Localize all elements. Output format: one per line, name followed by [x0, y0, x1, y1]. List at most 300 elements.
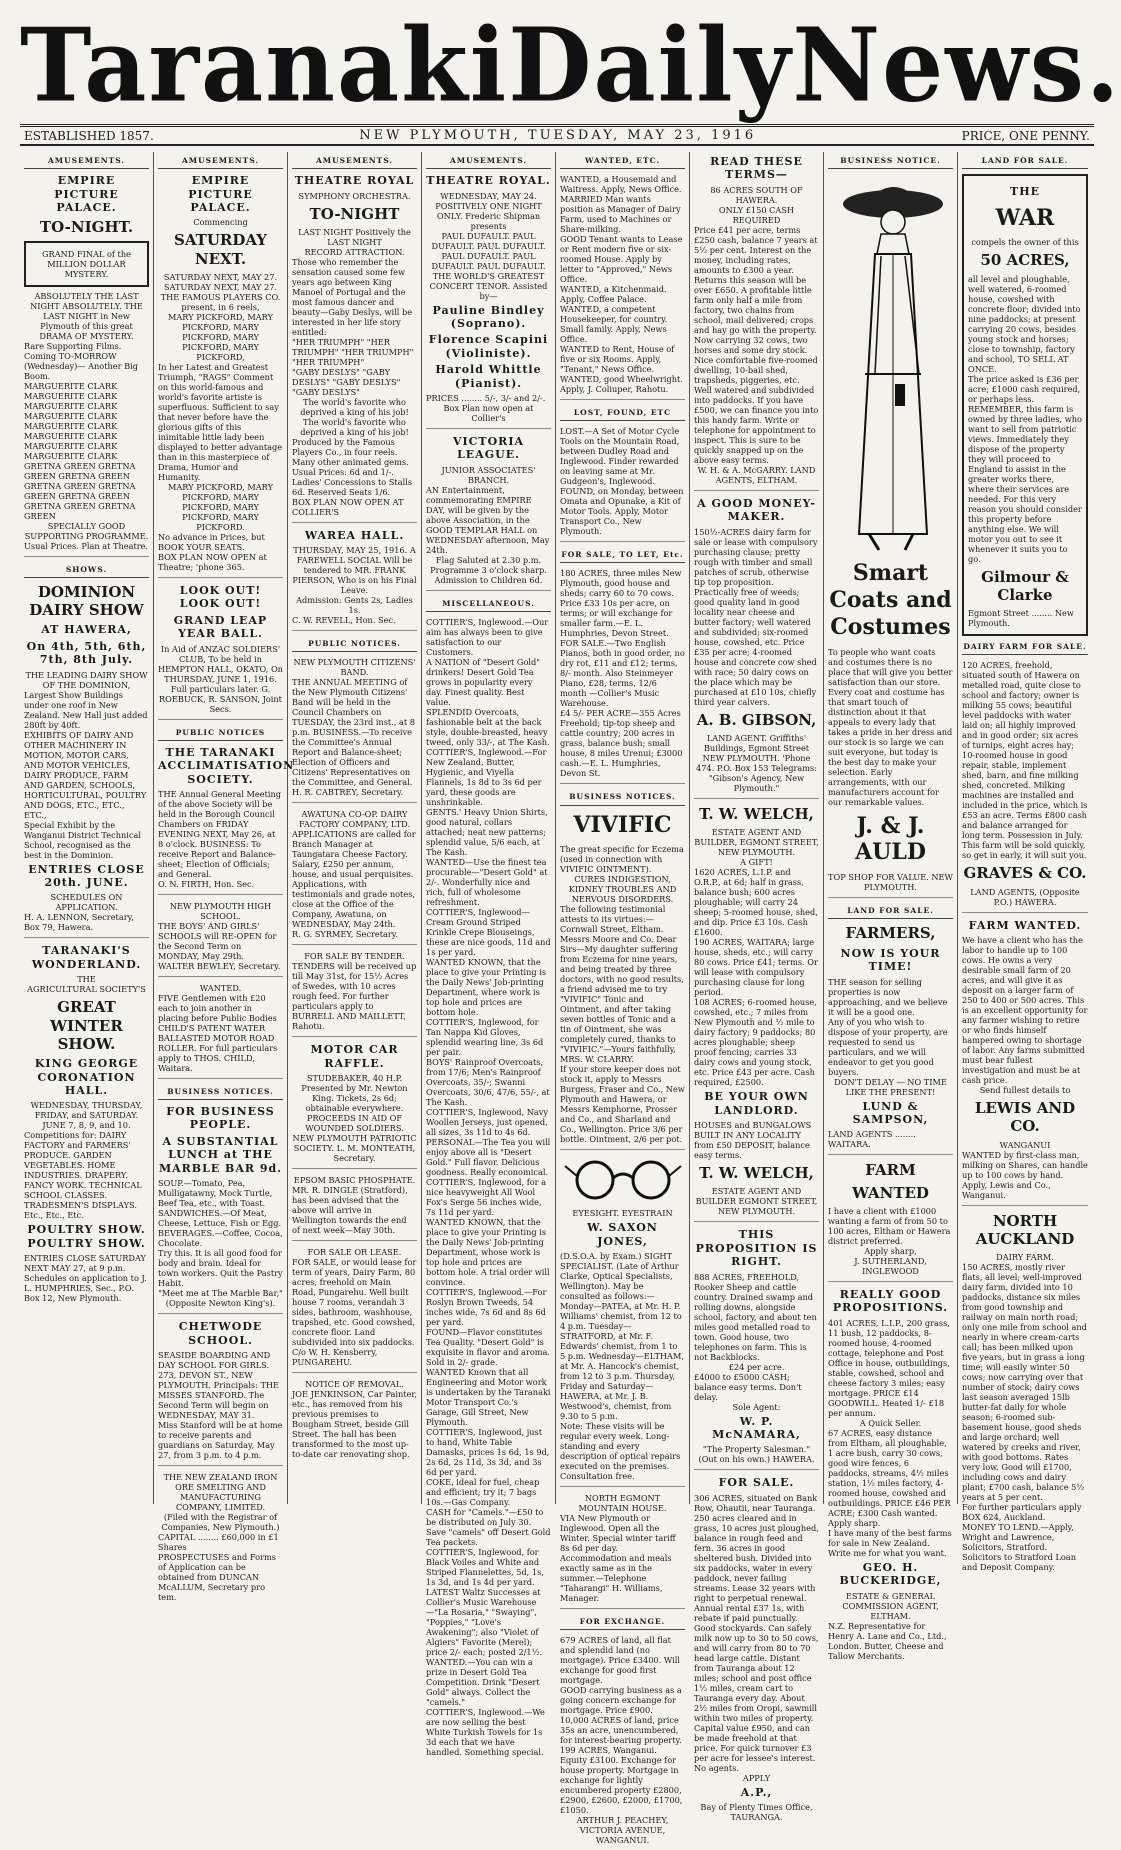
text: THE LEADING DAIRY SHOW OF THE DOMINION,	[25, 669, 151, 690]
ad-title: W. SAXON JONES,	[587, 1221, 658, 1248]
ad-title: KING GEORGE CORONATION HALL.	[34, 1057, 139, 1097]
text: DON'T DELAY — NO TIME LIKE THE PRESENT!	[834, 1076, 950, 1097]
notice-item: FOUND—Flavor constitutes Tea Quality. "Desert Gold" is exquisite in flavor and aroma. Sold in 2/- grade.	[426, 1326, 553, 1367]
text: BOX PLAN NOW OPEN at Theatre; 'phone 365.	[158, 551, 270, 572]
gaby-deslys-ad	[292, 174, 417, 523]
tauranga-ad	[694, 1476, 822, 1827]
ad-heading: Gilmour & Clarke	[981, 567, 1069, 604]
ad-title: THIS PROPOSITION IS RIGHT.	[695, 1228, 818, 1269]
text: Commencing	[193, 217, 248, 228]
text: WANGANUI	[999, 1139, 1051, 1150]
text: EYESIGHT. EYESTRAIN	[572, 1208, 673, 1219]
text: THE ANNUAL MEETING of the New Plymouth Citizens' Band will be held in the Council Chambers on TUESDAY, the 23rd inst., at 8 p.m. BUSINESS.—To receive the Committee's Annual Report and Balance-sheet; Election of Officers and Citizens' Representatives on the Committee, and General.	[292, 677, 418, 788]
dufault-ad	[426, 174, 551, 429]
notice-item: 679 ACRES of land, all flat and splendid land (no mortgage). Price £3400. Will exchange for good first mortgage.	[560, 1635, 683, 1686]
text: Admission to Children 6d.	[434, 574, 543, 585]
ad-heading: GRAVES & CO.	[963, 864, 1087, 883]
text: Miss Stanford will be at home to receive parents and guardians on Saturday, May 27, from 3 p.m. to 4 p.m.	[158, 1419, 286, 1460]
text: MARGUERITE CLARK MARGUERITE CLARK MARGUERITE CLARK MARGUERITE CLARK MARGUERITE CLARK MARGUERITE CLARK MARGUERITE CLARK MARGUERITE CLARK	[24, 380, 120, 461]
ad-heading: J. & J. AULD	[855, 812, 926, 866]
text: THE Annual General Meeting of the above Society will be held in the Borough Council Chambers on FRIDAY EVENING NEXT, May 26, at 8 o'clock. BUSINESS: To receive Report and Balance-sheet; Election of Officials; and General.	[158, 788, 284, 879]
mcgarry-ad	[694, 155, 819, 491]
text: RECORD ATTRACTION.	[304, 246, 405, 257]
text: APPLY	[742, 1772, 771, 1783]
text: ARTHUR J. PEACHEY, VICTORIA AVENUE, WANGANUI.	[576, 1815, 671, 1846]
text: For further particulars apply BOX 624, Auckland.	[962, 1502, 1085, 1523]
text: ESTATE & GENERAL COMMISSION AGENT, ELTHAM.	[842, 1590, 942, 1621]
masthead	[20, 5, 1121, 125]
column-2	[154, 152, 295, 1602]
notice-item: COTTIER'S, Inglewood.—For Roslyn Brown Tweeds, 54 inches wide, 7s 6d and 8s 6d per yard.	[426, 1286, 549, 1327]
established-label: ESTABLISHED 1857.	[24, 128, 154, 143]
text: 888 ACRES, FREEHOLD, Rooker Sheep and cattle country. Drained swamp and rolling downs, alongside school, factory, and about ten miles good metalled road to town. Good house, two telephones on farm. This is not Backblocks.	[694, 1271, 820, 1362]
text: THE BOYS' AND GIRLS' SCHOOLS will RE-OPEN for the Second Term on MONDAY, May 29th.	[158, 920, 280, 961]
text: MARY PICKFORD, MARY PICKFORD, MARY PICKFORD, MARY PICKFORD, MARY PICKFORD,	[168, 311, 276, 362]
text: 401 ACRES, L.I.P., 200 grass, 11 bush, 12 paddocks, 8-roomed house, 4-roomed cottage, telephone and Post Office in house, outbuildings, stable, cowshed, school and cheese factory 3 miles; easy mortgage. PRICE £14 GOODWILL. Heated 1/- £18 per annum.	[828, 1317, 953, 1418]
ad-title: TARANAKI'S WONDERLAND.	[31, 944, 142, 971]
buckeridge-ad	[828, 1288, 953, 1666]
text: The great specific for Eczema (used in connection with VIVIFIC OINTMENT).	[560, 844, 687, 875]
column-5	[556, 152, 690, 1846]
text: STUDEBAKER, 40 H.P. Presented by Mr. Newton King. Tickets, 2s 6d; obtainable everywhere.	[301, 1073, 411, 1114]
ad-heading: T. W. WELCH,	[699, 804, 814, 823]
text: MARY PICKFORD, MARY PICKFORD, MARY PICKFORD, MARY PICKFORD, MARY PICKFORD.	[168, 481, 276, 532]
column-1	[20, 152, 154, 1504]
text: DAIRY FARM.	[996, 1252, 1054, 1263]
auld-ad	[828, 174, 956, 898]
text: ABSOLUTELY THE LAST NIGHT ABSOLUTELY. THE LAST NIGHT in New Plymouth of this great DRAMA OF MYSTERY.	[30, 290, 146, 341]
fashion-lady-illustration-icon	[835, 174, 947, 554]
ad-title: LUND & SAMPSON,	[852, 1099, 929, 1126]
price-label: PRICE, ONE PENNY.	[961, 128, 1090, 143]
band-notice	[292, 657, 417, 803]
ad-heading: LEWIS AND CO.	[974, 1099, 1076, 1136]
ad-title: A SUBSTANTIAL LUNCH at THE MARBLE BAR 9d.	[158, 1134, 283, 1175]
notice-item: WANTED KNOWN, that the place to give your Printing is the Daily News' Job-printing Department, where work is top hole and prices are bottom hole.	[426, 956, 549, 1017]
text: LAST NIGHT Positively the LAST NIGHT	[298, 226, 414, 247]
column-6	[690, 152, 824, 1823]
text: TOP SHOP FOR VALUE. NEW PLYMOUTH.	[828, 872, 956, 893]
victoria-league-ad	[426, 435, 551, 591]
notice-item: COTTIER'S, Inglewood, for Tan Nappa Kid Gloves, splendid wearing line, 3s 6d per pair.	[426, 1016, 546, 1057]
text: Rare Supporting Films. Coming TO-MORROW (Wednesday)— Another Big Boom.	[24, 340, 141, 381]
section-heading: FOR EXCHANGE.	[560, 1615, 685, 1630]
text: 108 ACRES; 6-roomed house, cowshed, etc.; 7 miles from New Plymouth and ½ mile to dairy factory; 9 paddocks; 80 acres ploughable; sheep proof fencing; carries 33 dairy cows and young stock, etc. Price £43 per acre. Cash required, £2500.	[694, 997, 820, 1088]
text: Try this. It is all good food for body and brain. Ideal for town workers. Quit the Pastry Habit.	[158, 1248, 286, 1289]
ad-title: REALLY GOOD PROPOSITIONS.	[832, 1287, 949, 1315]
ad-heading: T. W. WELCH,	[699, 1164, 814, 1183]
text: WALTER BEWLEY, Secretary.	[158, 960, 281, 971]
text: JOE JENKINSON, Car Painter, etc., has removed from his previous premises to Bougham Street, beside Gill Street. The hall has been transformed to the most up-to-date car renovating shop.	[292, 1389, 420, 1460]
winter-show-ad	[24, 944, 149, 1308]
ad-title: GEO. H. BUCKERIDGE,	[839, 1560, 942, 1588]
text: A GIFT!	[740, 857, 773, 868]
ad-title: FOR BUSINESS PEOPLE.	[166, 1105, 275, 1132]
section-heading: DAIRY FARM FOR SALE.	[962, 640, 1088, 655]
text: THE WORLD'S GREATEST CONCERT TENOR. Assisted by—	[429, 270, 550, 301]
text: £4000 to £5000 CASH; balance easy terms. Don't delay.	[694, 1371, 805, 1402]
text: all level and ploughable, well watered, 6-roomed house, cowshed with concrete floor; divided into nine paddocks; at present carrying 20 cows, besides young stock and horses; close to township, factory and school, TO SELL AT ONCE.	[968, 273, 1084, 374]
text: BOX PLAN NOW OPEN AT COLLIER'S	[292, 496, 407, 517]
text: SYMPHONY ORCHESTRA.	[298, 190, 411, 201]
text: In her Latest and Greatest Triumph, "RAGS" Comment on this world-famous and world's favorite artiste is superfluous. Sufficient to say that never before have the glorious gifts of this inimitable little lady been displayed to better advantage than in this masterpiece of Drama, Humor and Humanity.	[158, 361, 285, 482]
leap-year-ad	[158, 583, 286, 720]
notice-item: SPLENDID Overcoats, fashionable belt at the back style, double-breasted, heavy tweed, only 33/-, at The Kash.	[426, 706, 551, 747]
column-8	[958, 152, 1092, 1573]
lewis-ad	[962, 918, 1091, 1206]
north-auckland-ad	[962, 1212, 1088, 1578]
text: PROCEEDS IN AID OF WOUNDED SOLDIERS.	[305, 1113, 405, 1134]
text: Box Plan now open at Collier's	[443, 402, 537, 423]
text: Full particulars later. G. ROEBUCK, R. SANSON, Joint Secs.	[159, 683, 285, 714]
epsom-notice	[292, 1175, 417, 1241]
text: SATURDAY NEXT, MAY 27. SATURDAY NEXT, MAY 27.	[163, 271, 280, 292]
misc-notices	[426, 616, 554, 1762]
ad-title: EMPIRE PICTURE PALACE.	[54, 174, 119, 214]
text: MR. R. DINGLE (Stratford), has been advised that the above will arrive in Wellington towards the end of next week—May 30th.	[292, 1185, 411, 1236]
text: MONEY TO LEND.—Apply, Wright and Lawrence, Solicitors, Stratford. Solicitors to Stratford Loan and Deposit Company.	[962, 1522, 1079, 1573]
ad-heading: NORTH AUCKLAND	[975, 1211, 1075, 1248]
chetwode-ad	[158, 1320, 286, 1466]
notice-item: COTTIER'S, Inglewood, just to hand, White Table Damasks, prices 1s 6d, 1s 9d, 2s 6d, 2s 11d, 3s 3d, and 3s 6d per yard.	[426, 1426, 553, 1477]
masthead-word-daily: Daily	[508, 5, 793, 125]
column-3	[288, 152, 422, 1504]
ad-title: Florence Scapini (Violiniste).	[428, 333, 549, 360]
text: 306 ACRES, situated on Bank Row, Ohautii, near Tauranga. 250 acres cleared and in grass, 10 acres just ploughed, balance in rough feed and fern. 36 acres in good sheltered bush. Divided into six paddocks, water in every paddock, never failing streams. Lease 32 years with right to perpetual renewal. Annual rental £37 1s, with rebate if paid punctually. Good stockyards. Can safely milk now up to 30 to 50 cows, and will carry from 80 to 70 head large cattle. Distant from Tauranga about 12 miles; school and post office 1½ miles, cream cart to Tauranga every day. About 2½ miles from Oropi, sawmill within two miles of property. Capital value £950, and can be made freehold at that price. For quick turnover £3 per acre for lessee's interest. No agents.	[694, 1492, 822, 1773]
ad-heading: WANTED	[852, 1183, 929, 1202]
masthead-word-taranaki: Taranaki	[20, 5, 509, 125]
ad-title: POULTRY SHOW. POULTRY SHOW.	[27, 1223, 146, 1250]
text: Flag Saluted at 2.30 p.m.	[435, 554, 542, 565]
text: PRICES ........ 5/-, 3/- and 2/-.	[426, 392, 546, 403]
optician-ad	[560, 1156, 685, 1487]
lund-sampson-ad	[828, 924, 953, 1155]
text: "The Property Salesman." (Out on his own.) HAWERA.	[698, 1444, 815, 1465]
ad-title: FARM WANTED.	[968, 918, 1082, 932]
text: AWATUNA CO-OP. DAIRY FACTORY COMPANY, LTD.	[298, 809, 411, 830]
ad-title: ENTRIES CLOSE 20th. JUNE.	[28, 862, 145, 890]
text: LAND AGENTS ........ WAITARA.	[828, 1129, 919, 1150]
high-school-notice	[158, 901, 283, 977]
wanted-notices	[560, 174, 685, 400]
text: SCHEDULES ON APPLICATION.	[50, 892, 126, 913]
text: EPSOM BASIC PHOSPHATE.	[293, 1175, 416, 1186]
notice-item: WANTED, good Wheelwright. Apply, J. Coliuper, Rahotu.	[560, 374, 686, 395]
section-heading: AMUSEMENTS.	[158, 154, 283, 169]
text: WANTED.	[199, 982, 242, 993]
text: Largest Show Buildings under one roof in New Zealand. New Hall just added 280ft by 40ft.	[24, 689, 151, 730]
vivific-ad	[560, 811, 688, 1151]
text: LAND AGENTS, (Opposite P.O.) HAWERA.	[970, 886, 1083, 907]
notice-item: 10,000 ACRES of land, price 35s an acre, unencumbered, for interest-bearing property.	[560, 1715, 682, 1746]
awatuna-notice	[292, 809, 417, 945]
ad-title: A GOOD MONEY-MAKER.	[697, 496, 816, 524]
ad-title: EMPIRE PICTURE PALACE.	[188, 174, 253, 214]
text: THE NEW ZEALAND IRON ORE SMELTING AND MANUFACTURING COMPANY, LIMITED.	[163, 1471, 281, 1512]
exchange-notices	[560, 1635, 685, 1850]
section-heading: AMUSEMENTS.	[24, 154, 149, 169]
text: FOR SALE OR LEASE.	[307, 1247, 402, 1258]
text: W. H. & A. McGARRY. LAND AGENTS, ELTHAM.	[697, 464, 818, 485]
text: Special Exhibit by the Wanganui District Technical School, recognised as the best in the Dominion.	[24, 819, 144, 860]
columns	[20, 152, 1094, 1846]
text: THE	[77, 974, 96, 985]
notice-item: WANTED KNOWN, that the place to give your Printing is the Daily News' Job-printing Department, whose work is top hole and prices are bottom hole. A trial order will convince.	[426, 1216, 553, 1287]
ad-heading: FARMERS,	[845, 924, 936, 943]
text: I have many of the best farms for sale in New Zealand. Write me for what you want.	[828, 1527, 955, 1558]
text: HOUSES and BUNGALOWS BUILT IN ANY LOCALITY from £50 DEPOSIT, balance easy terms.	[694, 1120, 814, 1161]
ad-title: NOW IS YOUR TIME!	[840, 946, 941, 974]
notice-item: WANTED, a Housemaid and Waitress. Apply, News Office.	[560, 174, 682, 195]
notice-item: WANTED—Use the finest tea procurable—"Desert Gold" at 2/-. Wonderfully nice and rich, full of wholesome refreshment.	[426, 856, 551, 907]
text: C. W. REVELL, Hon. Sec.	[292, 615, 396, 626]
text: SOUP.—Tomato, Pea, Mulligatawny, Mock Turtle, Beef Tea, etc., with Toast. SANDWICHES.—Of Meat, Cheese, Lettuce, Fish or Egg. BEVERAGES.—Coffee, Cocoa, Chocolate.	[158, 1178, 286, 1249]
text: CAPITAL ........ £60,000 in £1 Shares	[158, 1531, 282, 1552]
notice-item: BOYS' Rainproof Overcoats, from 17/6; Men's Rainproof Overcoats, 35/-; Swanni Overcoats, 30/6, 47/6, 55/-, at The Kash.	[426, 1056, 553, 1107]
ad-heading: Smart Coats and Costumes	[829, 560, 952, 640]
text: In Aid of ANZAC SOLDIERS' CLUB, To be held in HEMPTON HALL, OKATO, On THURSDAY, JUNE 1, 1916.	[158, 643, 286, 684]
text: NOTICE OF REMOVAL.	[305, 1379, 404, 1390]
text: AN Entertainment, commemorating EMPIRE DAY, will be given by the above Association, in the GOOD TEMPLAR HALL on WEDNESDAY afternoon, May 24th.	[426, 484, 552, 555]
text: (Filed with the Registrar of Companies, New Plymouth.)	[161, 1511, 280, 1532]
text: Note: These visits will be regular every week. Long-standing and every description of optical repairs executed on the premises. Consultation free.	[560, 1421, 683, 1482]
text: "Meet me at The Marble Bar," (Opposite Newton King's).	[158, 1288, 286, 1309]
section-heading: LAND FOR SALE.	[828, 904, 953, 919]
text: 150½-ACRES dairy farm for sale or lease with compulsory purchasing clause; pretty rough with timber and small patches of scrub, otherwise tip top proposition. Practically free of weeds; good quality land in good locality near cheese and butter factory; well watered and subdivided; six-roomed house, cowshed, etc. Price £35 per acre; 4-roomed house and concrete cow shed with race; 50 dairy cows on the place which may be purchased at £10 10s, chiefly third year calvers.	[694, 526, 821, 707]
notice-item: CASH for "Camels."—£50 to be distributed on July 30. Save "camels" off Desert Gold Tea packets.	[426, 1506, 554, 1547]
notice-item: A NATION of "Desert Gold" drinkers! Desert Gold Tea grows in popularity every day. Finest quality. Best value.	[426, 656, 543, 707]
text: THE FAMOUS PLAYERS CO. present, in 6 reels,	[160, 291, 283, 312]
text: THURSDAY, MAY 25, 1916. A FAREWELL SOCIAL Will be tendered to MR. FRANK PIERSON, Who is on his Final Leave.	[292, 545, 420, 596]
marble-bar-ad	[158, 1105, 286, 1314]
text: SPECIALLY GOOD SUPPORTING PROGRAMME.	[24, 520, 149, 541]
ad-title: THE TARANAKI ACCLIMATISATION SOCIETY.	[158, 745, 295, 786]
text: The following testimonial attests to its virtues:— Cornwall Street, Eltham. Messrs Moore and Co. Dear Sirs—My daughter suffering from Eczema for nine years, and being treated by three doctors, with no good results, a friend advised me to try "VIVIFIC" Tonic and Ointment, and after taking seven bottles of Tonic and a tin of Ointment, she was completely cured, thanks to "VIVIFIC."—Yours faithfully, MRS. W. CLARRY.	[560, 904, 687, 1065]
text: Egmont Street ........ New Plymouth.	[968, 608, 1077, 629]
ad-title: READ THESE TERMS—	[710, 155, 803, 182]
notice-item: £4 5/- PER ACRE—355 Acres Freehold; tip-top sheep and cattle country; 200 acres in grass, balance bush; small house, 8 miles Urenui; £3000 cash.—E. L. Humphries, Devon St.	[560, 708, 686, 779]
ad-heading: GREAT WINTER SHOW.	[50, 998, 123, 1053]
text: 86 ACRES SOUTH OF HAWERA.	[710, 184, 806, 205]
notice-item: COTTIER'S, Inglewood—Cream Ground Striped Krinkle Crepe Blouseings, these are nice goods, 11d and 1s per yard.	[426, 906, 554, 957]
text: Usual Prices. Plan at Theatre.	[24, 540, 149, 551]
ad-heading: DOMINION DAIRY SHOW	[29, 582, 144, 620]
text: 120 ACRES, freehold, situated south of Hawera on metalled road, quite close to school and factory; owner is milking 55 cows; beautiful level paddocks with water laid on; all highly improved and in good order; six acres of turnips, eight acres hay; 10-roomed house in good repair, stable, implement shed, barn, and fine milking shed, concreted. Milking machines are installed and included in the price, which is £53 an acre. Terms £800 cash and balance arranged for long term. Possession in July. This farm will be sold quickly, so get in early, it will suit you.	[962, 660, 1091, 861]
sutherland-ad	[828, 1161, 953, 1282]
text: Bay of Plenty Times Office, TAURANGA.	[700, 1802, 816, 1823]
section-heading: PUBLIC NOTICES.	[292, 637, 417, 652]
text: THE season for selling properties is now approaching, and we believe it will be a good one.	[828, 976, 950, 1017]
ad-heading: WAR	[995, 204, 1055, 231]
text: WANTED by first-class man, milking on Shares, can handle up to 100 cows by hand. Apply, Lewis and Co., Wanganui.	[962, 1149, 1091, 1200]
ad-heading: SATURDAY NEXT.	[174, 231, 267, 268]
section-heading: SHOWS.	[24, 563, 149, 578]
smelting-ad	[158, 1472, 283, 1607]
text: NEW PLYMOUTH HIGH SCHOOL.	[169, 900, 272, 921]
ad-title: On 4th, 5th, 6th, 7th, 8th July.	[26, 639, 147, 667]
notice-item: WANTED, a competent Housekeeper, for country. Small family. Apply, News Office.	[560, 304, 670, 345]
sale-notices	[560, 568, 688, 784]
text: compels the owner of this	[971, 237, 1079, 248]
text: H. R. CABTREY, Secretary.	[292, 787, 404, 798]
section-heading: FOR SALE, TO LET, Etc.	[560, 548, 685, 563]
welch-ad	[694, 804, 822, 1222]
masthead-word-news: News.	[792, 5, 1121, 125]
notice-item: WANTED Known that all Engineering and Motor work is undertaken by the Taranaki Motor Transport Co.'s Garage, Gill Street, New Plymouth.	[426, 1366, 554, 1427]
text: Competitions for: DAIRY FACTORY and FARMERS' PRODUCE. GARDEN VEGETABLES. HOME INDUSTRIES. DRAPERY. FANCY WORK. TECHNICAL SCHOOL CLASSES. TRADESMEN'S DISPLAYS. Etc., Etc., Etc.	[24, 1130, 145, 1221]
text: FOR SALE, or would lease for term of years, Dairy Farm, 80 acres, freehold on Main Road, Pungarehu. Well built house 7 rooms, verandah 3 sides, bathroom, washhouse, trapshed, etc. Good cowshed, concrete floor. Land subdivided into six paddocks.	[292, 1257, 419, 1348]
notice-item: LOST.—A Set of Motor Cycle Tools on the Mountain Road, between Dudley Road and Inglewood. Finder rewarded on leaving same at Mr. Gudgeon's, Inglewood.	[560, 426, 682, 487]
text: CURES INDIGESTION, KIDNEY TROUBLES AND NERVOUS DISORDERS.	[568, 874, 679, 905]
ad-heading: FARM	[865, 1161, 916, 1180]
text: VIA New Plymouth or Inglewood. Open all the Winter. Special winter tariff 8s 6d per day. Accommodation and meals exactly same as in the summer.—Telephone "Taharangi" H. Williams, Manager.	[560, 1513, 679, 1604]
ad-title: THEATRE ROYAL.	[426, 174, 551, 188]
text: 67 ACRES, easy distance from Eltham, all ploughable, 1 acre bush, carry 30 cows, good wire fences, 6 paddocks, streams, 4½ miles station, 1½ miles factory, 4-roomed house, cowshed and outbuildings. PRICE £46 PER ACRE; £300 Cash wanted. Apply sharp.	[828, 1427, 954, 1528]
text: PAUL DUFAULT. PAUL DUFAULT. PAUL DUFAULT. PAUL DUFAULT. PAUL DUFAULT. PAUL DUFAULT.	[431, 230, 549, 271]
section-heading: WANTED, ETC.	[560, 154, 685, 169]
notice-item: PERSONAL—The Tea you will enjoy above all is "Desert Gold." Full flavor. Delicious goodness. Really economical.	[426, 1136, 553, 1177]
gibson-ad	[694, 497, 819, 799]
ad-title: THE	[1010, 185, 1040, 199]
ad-title: AT HAWERA,	[41, 623, 132, 637]
raffle-notice	[292, 1043, 420, 1169]
ad-title: GRAND LEAP YEAR BALL.	[173, 613, 268, 641]
notice-item: COTTIER'S, Inglewood, for Black Voiles and White and Striped Flannelettes, 5d, 1s, 1s 3d, and 1s 4d per yard.	[426, 1546, 547, 1587]
text: Any of you who wish to dispose of your property, are requested to send us particulars, and we will endeavor to get you good buyers.	[828, 1016, 951, 1077]
text: £24 per acre.	[728, 1361, 785, 1372]
text: Admission: Gents 2s, Ladies 1s.	[296, 595, 416, 616]
text: INGLEWOOD	[862, 1265, 919, 1276]
ad-title: MOTOR CAR RAFFLE.	[310, 1043, 399, 1070]
text: If your store keeper does not stock it, apply to Messrs Burgess, Fraser and Co., New Plymouth and Hawera, or Messrs Kemphorne, Prosser and Co., and Sharland and Co., Wellington. Price 3/6 per bottle. Ointment, 2/6 per pot.	[560, 1064, 688, 1145]
section-heading: BUSINESS NOTICE.	[828, 154, 953, 169]
notice-item: COTTIER'S, Inglewood, for a nice heavyweight All Wool Fox's Serge 56 inches wide, 7s 11d per yard.	[426, 1176, 549, 1217]
ad-title: VICTORIA LEAGUE.	[452, 434, 525, 462]
text: J. SUTHERLAND,	[854, 1255, 927, 1266]
notice-item: MARRIED Man wants position as Manager of Dairy Farm, used to Machines or Share-milking.	[560, 194, 684, 235]
text: 1620 ACRES, L.I.P. and O.R.P., at 6d; half in grass, balance bush; 600 acres ploughable; will carry 24 sheep; 5-roomed house, shed, and dip. Price £3 10s. Cash £1600.	[694, 867, 821, 938]
text: NEW PLYMOUTH CITIZENS' BAND.	[293, 657, 416, 678]
text: NEW PLYMOUTH PATRIOTIC SOCIETY. L. M. MONTEATH, Secretary.	[292, 1133, 420, 1164]
ad-title: FOR SALE.	[718, 1476, 795, 1490]
notice-item: FOR SALE.—Two English Pianos, both in good order, no dry rot, £11 and £12; terms, 8/- month. Also Steinmeyer Piano, £28, terms, 12/6 month —Collier's Music Warehouse.	[560, 638, 688, 709]
pickford-ad	[158, 174, 283, 578]
ad-title: CHETWODE SCHOOL.	[178, 1320, 263, 1347]
text: Those who remember the sensation caused some few years ago between King Manoel of Portugal and the most famous dancer and beauty—Gaby Deslys, will be interested in her life story entitled:	[292, 256, 415, 337]
notice-item: WANTED, a Kitchenmaid. Apply, Coffee Palace.	[560, 284, 670, 305]
text: "HER TRIUMPH" "HER TRIUMPH" "HER TRIUMPH" "HER TRIUMPH"	[292, 336, 416, 367]
text: R. G. SYRMEY, Secretary.	[292, 929, 398, 940]
lost-found-notices	[560, 426, 685, 542]
text: TENDERS will be received up till May 31st, for 15½ Acres of Swedes, with 10 acres rough feed. For further particulars apply to BURRELL AND MAILLETT, Rahotu.	[292, 961, 419, 1032]
ad-heading: 50 ACRES,	[980, 251, 1070, 270]
wanted-notice	[158, 983, 283, 1079]
section-heading: BUSINESS NOTICES.	[158, 1085, 283, 1100]
text: GRETNA GREEN GRETNA GREEN GRETNA GREEN GRETNA GREEN GRETNA GREEN GRETNA GREEN GRETNA GREEN GRETNA GREEN	[24, 460, 139, 521]
notice-item: FOUND, on Monday, between Omata and Opunake, a Kit of Motor Tools. Apply, Motor Transport Co., New Plymouth.	[560, 486, 687, 537]
ad-heading: TO-NIGHT.	[39, 218, 134, 237]
ad-title: Harold Whittle (Pianist).	[435, 363, 542, 390]
text: ESTATE AGENT AND BUILDER EGMONT STREET, NEW PLYMOUTH.	[695, 1186, 820, 1217]
text: No advance in Prices, but BOOK YOUR SEATS.	[158, 531, 268, 552]
text: To people who want coats and costumes there is no place that will give you better satisfaction than our store. Every coat and costume has that smart touch of distinction about it that appeals to every lady that takes a pride in her dress and our stock is so large we can suit everyone, but today is the best day to make your selection. Early arrangements, with our manufacturers account for our remarkable values.	[828, 646, 955, 807]
war-farm-ad	[962, 174, 1088, 636]
section-heading: LAND FOR SALE.	[962, 154, 1088, 169]
ad-title: A.P.,	[740, 1785, 773, 1799]
egmont-house-ad	[560, 1493, 685, 1609]
text: C/o W. H. Kensberry, PUNGAREHU.	[292, 1347, 380, 1368]
text: Price £41 per acre, terms £250 cash, balance 7 years at 5½ per cent. Interest on the money, including rates, amounts to £300 a year. Returns this season will be over £650. A profitable little farm only half a mile from factory, two chains from school, mail delivered; crops and hay go with the property. Now carrying 32 cows, two horses and some dry stock. Nice comfortable five-roomed dwelling, 10-bail shed, trapsheds, piggeries, etc. Well watered and subdivided into paddocks. If you have £500, we can finance you into this handy farm. Write or telephone for appointment to inspect. This is sure to be quickly snapped up on the above easy terms.	[694, 224, 821, 465]
text: REMEMBER, this farm is owned by three ladies, who want to sell from patriotic views. Immediately they dispose of the property they will proceed to England to assist in the greater works there, where their services are needed. For this very reason you should consider this property before anything else. We will motor you out to see it whenever it suits you to go.	[968, 403, 1085, 564]
ad-title: W. P. McNAMARA,	[712, 1414, 801, 1441]
text: 190 ACRES, WAITARA; large house, sheds, etc.; will carry 80 cows. Price £41; terms. Or will lease with compulsory purchasing clause for long period.	[694, 937, 821, 998]
tender-notice	[292, 951, 417, 1037]
text: Send fullest details to	[979, 1085, 1071, 1096]
section-heading: AMUSEMENTS.	[426, 154, 551, 169]
text: LAND AGENT. Griffiths' Buildings, Egmont Street NEW PLYMOUTH. 'Phone 474. P.O. Box 153 Telegrams: "Gibson's Agency, New Plymouth."	[695, 732, 820, 793]
spectacles-icon	[563, 1156, 683, 1202]
text: 150 ACRES, mostly river flats, all level; well-improved dairy farm, divided into 10 paddocks, distance six miles from good township and railway on main north road; only one mile from school and nearly in where cream-carts call; has been milked upon five years, but in grass a long time; will easily winter 50 cows; now carrying over that number of stock; dairy cows last season averaged 15lb butter-fat daily for whole season; 6-roomed sub-basement house, good sheds and large orchard; well watered by creeks and river, with good bottoms. Rates very low. Good will £1700, including cows and dairy plant; £700 cash, balance 5½ years at 5 per cent.	[962, 1262, 1090, 1503]
section-heading: BUSINESS NOTICES.	[560, 790, 685, 805]
ad-title: WAREA HALL.	[304, 528, 405, 542]
dairy-show-ad	[24, 583, 149, 939]
column-4	[422, 152, 556, 1757]
notice-item: COTTIER'S, Inglewood.—Our aim has always been to give satisfaction to our Customers.	[426, 616, 551, 657]
text: FOR SALE BY TENDER.	[304, 951, 405, 962]
text: We have a client who has the labor to handle up to 100 cows. He owns a very desirable small farm of 20 acres, and will give it as deposit on a larger farm of 250 to 400 or 500 acres. This is an excellent opportunity for any farmer wishing to retire or who finds himself hampered owing to shortage of labor. Any farms submitted must bear fullest investigation and must be at cash price.	[962, 935, 1091, 1086]
notice-item: GENTS.' Heavy Union Shirts, good natural, collars attached; neat new patterns; splendid value, 5/6 each, at The Kash.	[426, 806, 551, 857]
text: The world's favorite who deprived a king of his job! The world's favorite who deprived a king of his job!	[300, 396, 412, 437]
acclim-notice	[158, 745, 295, 895]
text: "GABY DESLYS" "GABY DESLYS" "GABY DESLYS" "GABY DESLYS"	[292, 366, 403, 397]
ad-title: THEATRE ROYAL	[294, 174, 415, 188]
warea-hall-ad	[292, 528, 420, 631]
empire-ad	[24, 174, 149, 557]
notice-item: WANTED.—You can win a prize in Desert Gold Tea Competition. Drink "Desert Gold" always. Collect the "camels."	[426, 1656, 543, 1707]
section-heading: AMUSEMENTS.	[292, 154, 417, 169]
notice-item: WANTED to Rent, House of five or six Rooms. Apply, "Tenant," News Office.	[560, 344, 677, 375]
text: Sole Agent:	[732, 1401, 781, 1412]
notice-item: 199 ACRES, Wanganui. Equity £3100. Exchange for house property. Mortgage in exchange for lightly encumbered property £2800, £2900, £2600, £2000, £1700, £1050.	[560, 1745, 686, 1816]
text: H. A. LENNON, Secretary, Box 79, Hawera.	[24, 912, 137, 933]
notice-item: 180 ACRES, three miles New Plymouth, good house and sheds; carry 60 to 70 cows. Price £33 10s per acre, on terms; or will exchange for smaller farm.—E. L. Humphries, Devon Street.	[560, 568, 685, 639]
text: A Quick Seller.	[859, 1417, 922, 1428]
text: O. N. FIRTH, Hon. Sec.	[158, 878, 255, 889]
mcnamara-ad	[694, 1228, 819, 1470]
removal-notice	[292, 1379, 420, 1464]
notice-item: COTTIER'S, Inglewood, Navy Woollen Jerseys, just opened, all sizes, 3s 11d to 4s 6d.	[426, 1106, 551, 1137]
text: APPLICATIONS are called for Branch Manager at Taungatara Cheese Factory. Salary, £250 per annum, house, and usual perquisites. Applications, with testimonials and grade notes, close at the Office of the Company, Awatuna, on WEDNESDAY, May 24th.	[292, 829, 419, 930]
section-heading: PUBLIC NOTICES	[158, 726, 283, 741]
notice-item: GOOD Tenant wants to Lease or Rent modern five or six-roomed House. Apply by letter to "Approved," News Office.	[560, 234, 686, 285]
ad-heading: A. B. GIBSON,	[696, 710, 817, 729]
text: Apply sharp,	[864, 1245, 917, 1256]
text: EXHIBITS OF DAIRY AND OTHER MACHINERY IN MOTION, MOTOR CARS, AND MOTOR VEHICLES, DAIRY PRODUCE, FARM AND GARDEN, SCHOOLS, HORTICULTURAL, POULTRY AND DOGS, ETC., ETC., ETC.,	[24, 729, 149, 820]
ad-title: BE YOUR OWN LANDLORD.	[704, 1090, 809, 1117]
text: ESTATE AGENT AND BUILDER, EGMONT STREET, NEW PLYMOUTH.	[694, 827, 822, 858]
text: Produced by the Famous Players Co., in four reels. Many other animated gems. Usual Prices: 6d and 1/-. Ladies' Concessions to Stalls 6d. Reserved Seats 1/6.	[292, 436, 415, 497]
text: ONLY £150 CASH REQUIRED	[718, 204, 797, 225]
text: The price asked is £36 per acre; £1000 cash required, or perhaps less.	[968, 373, 1083, 404]
text: ENTRIES CLOSE SATURDAY NEXT MAY 27, at 9 p.m. Schedules on application to J. L. HUMPHRIES, Sec., P.O. Box 12, New Plymouth.	[24, 1253, 150, 1304]
text: WEDNESDAY, THURSDAY, FRIDAY, and SATURDAY. JUNE 7, 8, 9, and 10.	[30, 1100, 145, 1131]
notice-item: GOOD carrying business as a going concern exchange for mortgage. Price £900.	[560, 1685, 685, 1716]
text: SEASIDE BOARDING AND DAY SCHOOL FOR GIRLS. 273, DEVON ST., NEW PLYMOUTH. Principals: THE MISSES STANFORD. The Second Term will begin on WEDNESDAY, MAY 31.	[158, 1349, 282, 1420]
text: Programme 3 o'clock sharp.	[430, 564, 547, 575]
ad-title: LOOK OUT! LOOK OUT!	[179, 583, 262, 611]
section-heading: MISCELLANEOUS.	[426, 597, 551, 612]
text: FIVE Gentlemen with £20 each to join another in placing before Public Bodies CHILD'S PATENT WATER BALLASTED MOTOR ROAD ROLLER. For full particulars apply to THOS. CHILD, Waitara.	[158, 992, 280, 1073]
